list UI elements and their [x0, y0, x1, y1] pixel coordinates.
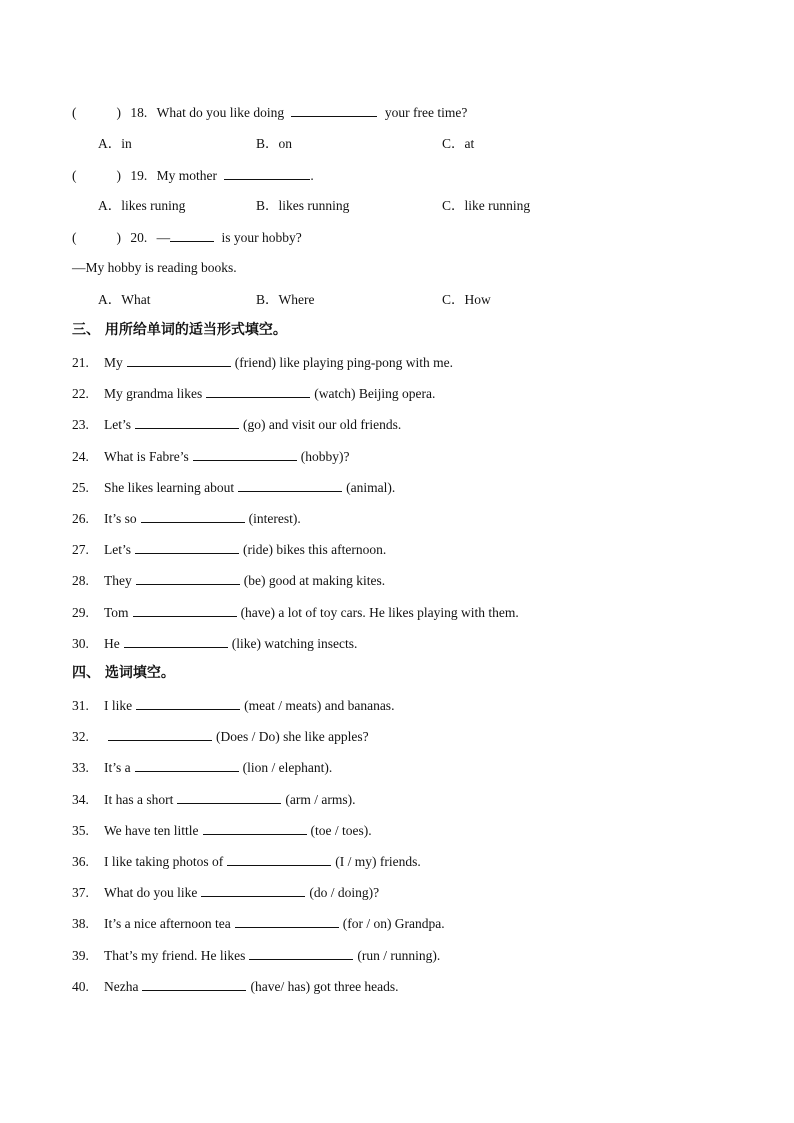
fill-item	[72, 414, 401, 434]
answer-blank[interactable]	[224, 165, 310, 180]
fill-item	[72, 383, 435, 403]
fill-item	[72, 446, 349, 466]
answer-line-20: —My hobby is reading books.	[72, 260, 237, 275]
item-text-after: (for / on) Grandpa.	[342, 916, 445, 932]
item-number: 23.	[72, 417, 89, 433]
item-number: 25.	[72, 479, 89, 495]
question-text-before: My mother	[156, 168, 217, 183]
item-number: 32.	[72, 729, 89, 745]
fill-item	[72, 352, 453, 372]
item-text-after: (lion / elephant).	[242, 760, 333, 776]
answer-blank[interactable]	[249, 945, 353, 960]
fill-item	[72, 539, 386, 559]
item-number: 33.	[72, 760, 89, 776]
answer-blank[interactable]	[133, 602, 237, 617]
options-18	[98, 134, 698, 154]
item-number: 39.	[72, 947, 89, 963]
item-text-after: (be) good at making kites.	[243, 573, 386, 589]
options-20	[98, 290, 698, 310]
item-number: 26.	[72, 511, 89, 526]
fill-item	[72, 508, 301, 528]
item-text-before: She likes learning about	[104, 479, 235, 495]
section-4-title: 四、 选词填空。	[72, 665, 175, 681]
item-number: 24.	[72, 448, 89, 464]
item-number: 40.	[72, 978, 89, 994]
option-b[interactable]: B．Where	[256, 292, 315, 307]
answer-blank[interactable]	[203, 820, 307, 835]
answer-blank[interactable]	[227, 851, 331, 866]
answer-paren[interactable]: ( )	[72, 105, 121, 120]
item-text-after: (friend) like playing ping-pong with me.	[234, 355, 453, 370]
question-text-before: —	[156, 230, 171, 245]
answer-blank[interactable]	[142, 976, 246, 991]
question-number: 20.	[130, 230, 148, 245]
fill-item	[72, 851, 421, 871]
item-text-before: I like taking photos of	[104, 854, 224, 869]
question-number: 19.	[130, 168, 148, 183]
answer-blank[interactable]	[108, 726, 212, 741]
answer-blank[interactable]	[201, 882, 305, 897]
item-number: 36.	[72, 854, 89, 869]
fill-item	[72, 757, 332, 777]
item-number: 27.	[72, 542, 89, 558]
item-text-after: (animal).	[346, 479, 396, 495]
answer-blank[interactable]	[206, 383, 310, 398]
item-text-before: It’s so	[104, 511, 137, 526]
answer-blank[interactable]	[238, 477, 342, 492]
item-text-after: (like) watching insects.	[231, 635, 358, 651]
answer-blank[interactable]	[177, 789, 281, 804]
answer-blank[interactable]	[124, 633, 228, 648]
fill-item	[72, 477, 395, 497]
fill-item	[72, 913, 445, 933]
option-c[interactable]: C．like running	[442, 198, 531, 213]
fill-item	[72, 633, 357, 653]
item-text-before: What is Fabre’s	[104, 448, 189, 464]
option-a[interactable]: A．in	[98, 136, 132, 151]
options-19	[98, 196, 698, 216]
fill-item	[72, 976, 399, 996]
item-number: 30.	[72, 635, 89, 651]
item-text-before: It’s a	[104, 760, 131, 776]
item-text-before: He	[104, 635, 120, 651]
answer-blank[interactable]	[141, 508, 245, 523]
question-text-after: .	[310, 168, 314, 183]
question-number: 18.	[130, 105, 148, 120]
item-text-before: Nezha	[104, 978, 139, 994]
item-text-after: (go) and visit our old friends.	[243, 417, 402, 433]
item-number: 34.	[72, 791, 89, 807]
fill-item	[72, 945, 440, 965]
item-text-before: They	[104, 573, 132, 589]
answer-blank[interactable]	[291, 102, 377, 117]
option-a[interactable]: A．likes runing	[98, 198, 186, 213]
question-20	[72, 227, 302, 247]
item-text-before: That’s my friend. He likes	[104, 947, 246, 963]
answer-blank[interactable]	[136, 695, 240, 710]
item-number: 35.	[72, 822, 89, 838]
option-a[interactable]: A．What	[98, 292, 151, 307]
answer-blank[interactable]	[193, 446, 297, 461]
answer-blank[interactable]	[136, 570, 240, 585]
item-text-before: My	[104, 355, 123, 370]
item-number: 37.	[72, 885, 89, 901]
item-text-before: We have ten little	[104, 822, 199, 838]
item-number: 22.	[72, 386, 89, 402]
question-text-after: is your hobby?	[221, 230, 302, 245]
section-3-title: 三、 用所给单词的适当形式填空。	[72, 322, 287, 338]
item-text-after: (do / doing)?	[309, 885, 380, 901]
answer-blank[interactable]	[135, 757, 239, 772]
answer-blank[interactable]	[235, 913, 339, 928]
item-text-after: (meat / meats) and bananas.	[244, 698, 395, 713]
item-number: 38.	[72, 916, 89, 932]
item-text-after: (toe / toes).	[310, 822, 372, 838]
item-text-after: (have) a lot of toy cars. He likes playing with them.	[240, 604, 519, 620]
item-text-before: It has a short	[104, 791, 174, 807]
fill-item	[72, 789, 355, 809]
item-text-after: (ride) bikes this afternoon.	[243, 542, 387, 558]
fill-item	[72, 695, 394, 715]
item-text-after: (watch) Beijing opera.	[314, 386, 436, 402]
item-text-after: (run / running).	[357, 947, 441, 963]
option-c[interactable]: C．at	[442, 136, 475, 151]
item-text-before: It’s a nice afternoon tea	[104, 916, 231, 932]
item-text-after: (interest).	[248, 511, 301, 526]
item-text-before: Let’s	[104, 417, 131, 433]
fill-item	[72, 602, 519, 622]
item-text-after: (hobby)?	[300, 448, 350, 464]
answer-blank[interactable]	[127, 352, 231, 367]
question-18	[72, 102, 467, 122]
item-text-after: (have/ has) got three heads.	[250, 978, 399, 994]
answer-blank[interactable]	[135, 539, 239, 554]
option-b[interactable]: B．on	[256, 136, 293, 151]
item-text-before: Let’s	[104, 542, 131, 558]
fill-item	[72, 570, 385, 590]
question-19	[72, 165, 314, 185]
item-text-before: My grandma likes	[104, 386, 203, 402]
fill-item	[72, 882, 379, 902]
fill-item	[72, 820, 372, 840]
item-text-after: (Does / Do) she like apples?	[216, 729, 369, 745]
question-text-after: your free time?	[384, 105, 468, 120]
item-text-before: I like	[104, 698, 133, 713]
fill-item	[72, 726, 369, 746]
answer-paren[interactable]: ( )	[72, 168, 121, 183]
item-text-before: Tom	[104, 604, 129, 620]
item-number: 31.	[72, 698, 89, 713]
item-text-after: (I / my) friends.	[335, 854, 421, 869]
option-b[interactable]: B．likes running	[256, 198, 350, 213]
item-text-after: (arm / arms).	[285, 791, 356, 807]
option-c[interactable]: C．How	[442, 292, 491, 307]
answer-blank[interactable]	[170, 227, 214, 242]
answer-paren[interactable]: ( )	[72, 230, 121, 245]
item-text-before: What do you like	[104, 885, 198, 901]
item-number: 29.	[72, 604, 89, 620]
answer-blank[interactable]	[135, 414, 239, 429]
question-text-before: What do you like doing	[156, 105, 285, 120]
item-number: 21.	[72, 355, 89, 370]
item-number: 28.	[72, 573, 89, 589]
